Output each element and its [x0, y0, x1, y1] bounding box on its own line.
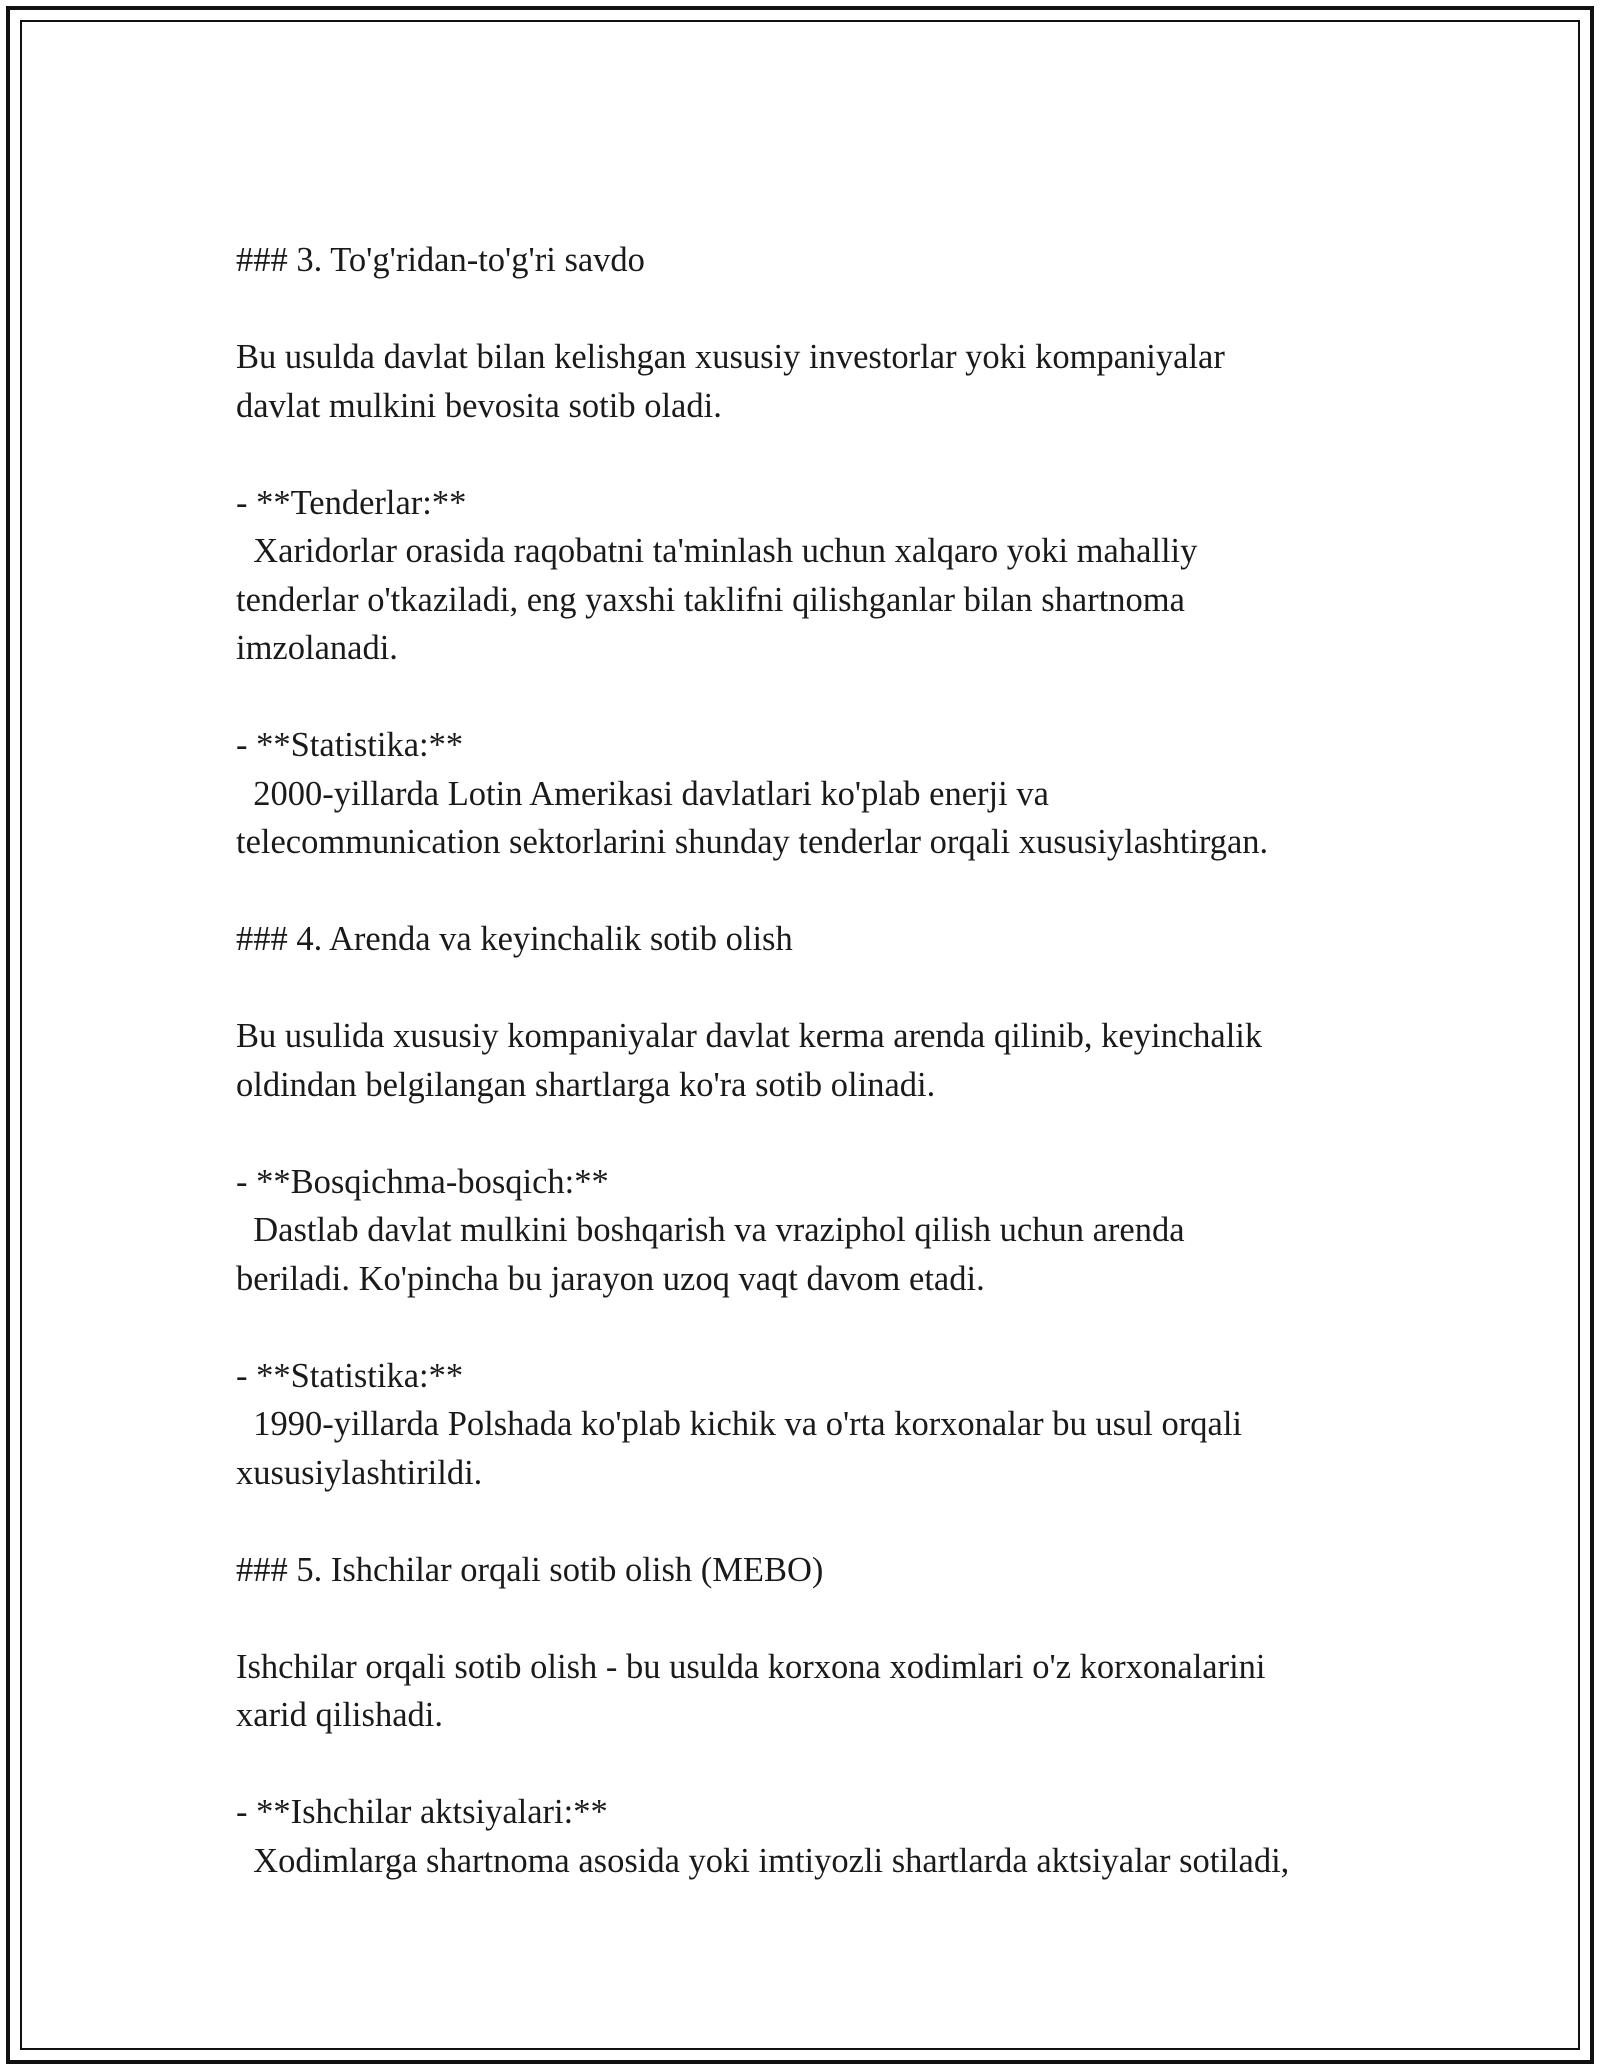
blank-line: [236, 1109, 1436, 1158]
text-line: Bu usulida xususiy kompaniyalar davlat kerma arenda qilinib, keyinchalik: [236, 1017, 1263, 1055]
blank-line: [236, 285, 1436, 334]
list-item-label: - **Statistika:**: [236, 726, 464, 764]
document-body: [236, 236, 1436, 1885]
text-line: Ishchilar orqali sotib olish - bu usulda korxona xodimlari o'z korxonalarini: [236, 1647, 1266, 1686]
blank-line: [236, 673, 1436, 722]
text-line: davlat mulkini bevosita sotib oladi.: [236, 386, 722, 425]
section-heading: ### 3. To'g'ridan-to'g'ri savdo: [236, 241, 645, 279]
text-line: telecommunication sektorlarini shunday tenderlar orqali xususiylashtirgan.: [236, 823, 1269, 861]
text-line: Bu usulda davlat bilan kelishgan xususiy investorlar yoki kompaniyalar: [236, 338, 1225, 376]
text-line: imzolanadi.: [236, 629, 398, 667]
text-line: Xodimlarga shartnoma asosida yoki imtiyozli shartlarda aktsiyalar sotiladi,: [236, 1841, 1290, 1880]
list-item-label: - **Tenderlar:**: [236, 483, 467, 522]
text-line: xarid qilishadi.: [236, 1696, 443, 1734]
text-line: Xaridorlar orasida raqobatni ta'minlash uchun xalqaro yoki mahalliy: [236, 532, 1198, 570]
blank-line: [236, 430, 1436, 479]
blank-line: [236, 1497, 1436, 1546]
text-line: beriladi. Ko'pincha bu jarayon uzoq vaqt davom etadi.: [236, 1259, 985, 1298]
blank-line: [236, 1594, 1436, 1643]
blank-line: [236, 867, 1436, 916]
section-heading: ### 5. Ishchilar orqali sotib olish (MEBO): [236, 1550, 824, 1589]
text-line: 2000-yillarda Lotin Amerikasi davlatlari ko'plab enerji va: [236, 774, 1049, 813]
text-line: tenderlar o'tkaziladi, eng yaxshi taklifni qilishganlar bilan shartnoma: [236, 580, 1185, 619]
text-line: 1990-yillarda Polshada ko'plab kichik va o'rta korxonalar bu usul orqali: [236, 1405, 1242, 1443]
text-line: Dastlab davlat mulkini boshqarish va vraziphol qilish uchun arenda: [236, 1211, 1185, 1249]
text-line: oldindan belgilangan shartlarga ko'ra sotib olinadi.: [236, 1065, 936, 1104]
blank-line: [236, 1303, 1436, 1352]
list-item-label: - **Bosqichma-bosqich:**: [236, 1162, 609, 1201]
list-item-label: - **Statistika:**: [236, 1356, 464, 1395]
blank-line: [236, 964, 1436, 1013]
blank-line: [236, 1740, 1436, 1789]
list-item-label: - **Ishchilar aktsiyalari:**: [236, 1793, 608, 1831]
text-line: xususiylashtirildi.: [236, 1453, 483, 1492]
section-heading: ### 4. Arenda va keyinchalik sotib olish: [236, 920, 793, 958]
